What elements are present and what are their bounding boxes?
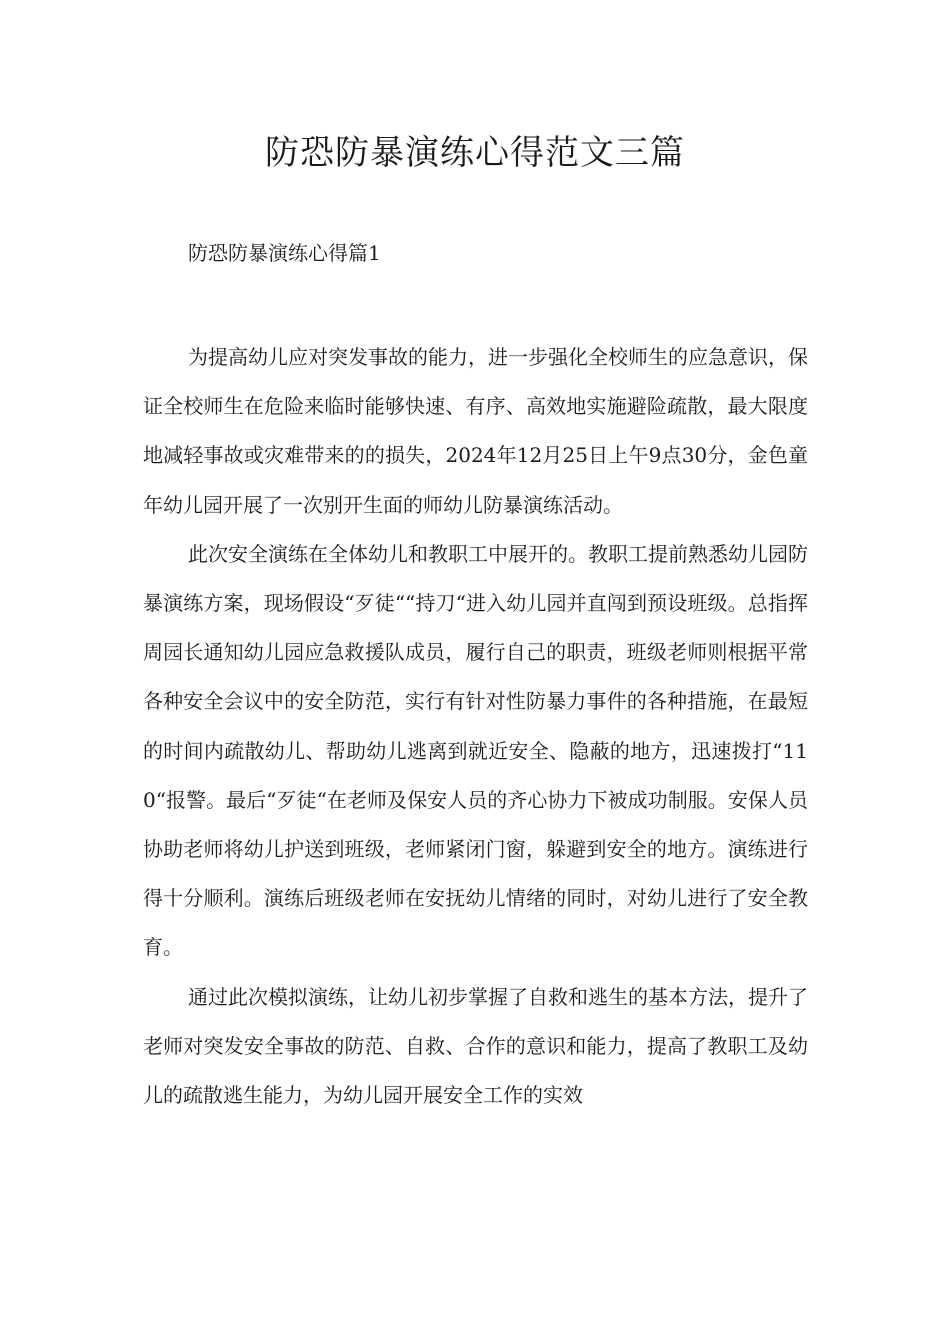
paragraph-2: 此次安全演练在全体幼儿和教职工中展开的。教职工提前熟悉幼儿园防暴演练方案，现场假设“歹徒““持刀“进入幼儿园并直闯到预设班级。总指挥周园长通知幼儿园应急救援队成员，履行自己的职责，班级老师则根据平常各种安全会议中的安全防范，实行有针对性防暴力事件的各种措施，在最短的时间内疏散幼儿、帮助幼儿逃离到就近安全、隐蔽的地方，迅速拨打“110“报警。最后“歹徒“在老师及保安人员的齐心协力下被成功制服。安保人员协助老师将幼儿护送到班级，老师紧闭门窗，躲避到安全的地方。演练进行得十分顺利。演练后班级老师在安抚幼儿情绪的同时，对幼儿进行了安全教育。 <box>143 541 808 960</box>
paragraph-3: 通过此次模拟演练，让幼儿初步掌握了自救和逃生的基本方法，提升了老师对突发安全事故的防范、自救、合作的意识和能力，提高了教职工及幼儿的疏散逃生能力，为幼儿园开展安全工作的实效 <box>143 984 808 1108</box>
document-body <box>143 333 808 1120</box>
section-heading: 防恐防暴演练心得篇1 <box>188 241 381 265</box>
paragraph-1: 为提高幼儿应对突发事故的能力，进一步强化全校师生的应急意识，保证全校师生在危险来临时能够快速、有序、高效地实施避险疏散，最大限度地减轻事故或灾难带来的的损失，2024年12月25日上午9点30分，金色童年幼儿园开展了一次别开生面的师幼儿防暴演练活动。 <box>143 345 808 517</box>
document-title: 防恐防暴演练心得范文三篇 <box>265 133 685 173</box>
